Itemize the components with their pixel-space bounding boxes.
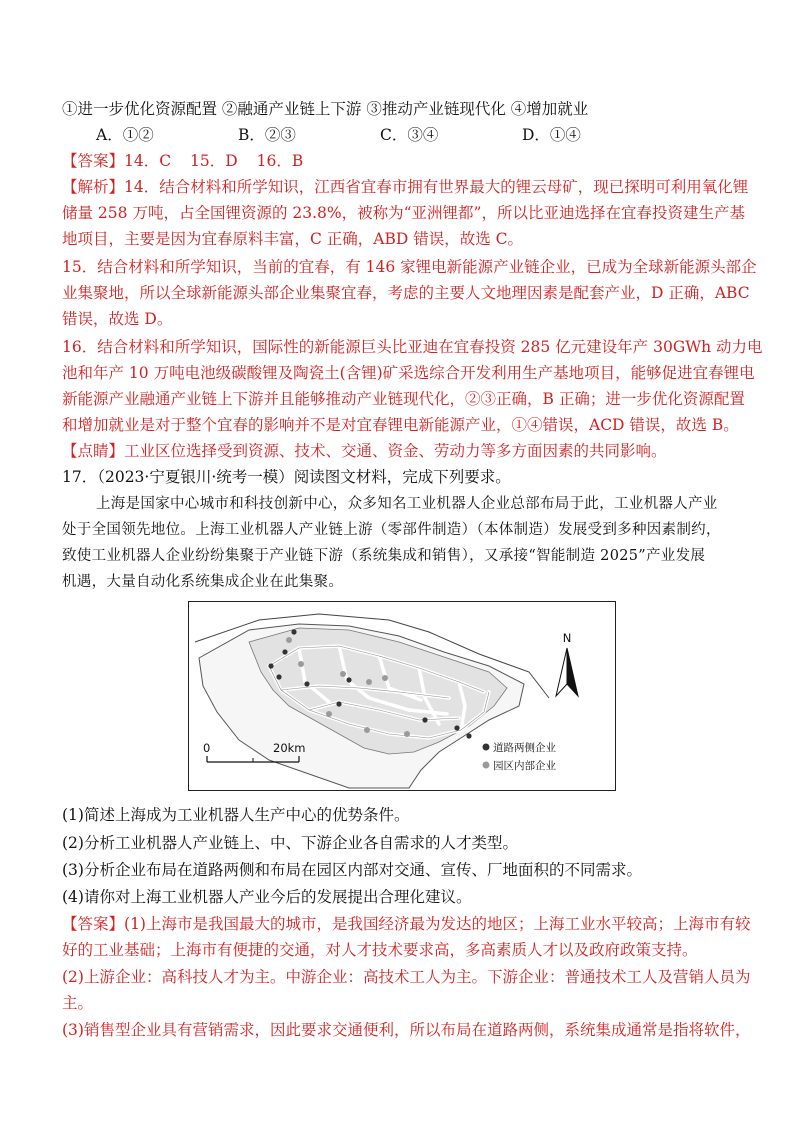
analysis-line-1 bbox=[62, 176, 749, 198]
analysis-tag: 【解析】 bbox=[62, 178, 125, 196]
answer-text: 14．C 15．D 16．B bbox=[124, 152, 304, 170]
choice-c: C．③④ bbox=[380, 126, 439, 144]
park-enterprise-dot bbox=[326, 711, 332, 717]
road-enterprise-dot bbox=[304, 681, 309, 686]
analysis-line-7: 16．结合材料和所学知识，国际性的新能源巨头比亚迪在宜春投资 285 亿元建设年产 30GWh 动力电 bbox=[62, 338, 763, 356]
road-enterprise-dot bbox=[291, 629, 296, 634]
analysis-line-6: 错误，故选 D。 bbox=[62, 310, 173, 328]
answer17-line-1 bbox=[62, 913, 751, 935]
park-enterprise-dot bbox=[366, 679, 372, 685]
park-enterprise-dot bbox=[382, 675, 388, 681]
question-options-line: ①进一步优化资源配置 ②融通产业链上下游 ③推动产业链现代化 ④增加就业 bbox=[62, 100, 589, 118]
road-enterprise-dot bbox=[466, 733, 471, 738]
north-label: N bbox=[562, 631, 572, 645]
map-figure bbox=[188, 601, 616, 791]
choice-a: A．①② bbox=[96, 126, 154, 144]
analysis-line-4: 15．结合材料和所学知识，当前的宜春，有 146 家锂电新能源产业链企业，已成为全球新能源头部企 bbox=[62, 258, 757, 276]
answer17-line-3: (2)上游企业：高科技人才为主。中游企业：高技术工人为主。下游企业：普通技术工人及营销人员为 bbox=[62, 968, 751, 986]
sub-question-1: (1)简述上海成为工业机器人生产中心的优势条件。 bbox=[62, 806, 410, 824]
passage-line-3: 致使工业机器人企业纷纷集聚于产业链下游（系统集成和销售），又承接“智能制造 2025”产业发展 bbox=[62, 548, 706, 564]
legend-park-enterprise: 园区内部企业 bbox=[493, 760, 556, 772]
park-enterprise-dot bbox=[364, 727, 370, 733]
map-svg bbox=[189, 602, 615, 790]
park-enterprise-dot bbox=[286, 637, 292, 643]
answer-tag: 【答案】 bbox=[62, 152, 125, 170]
north-arrow-icon bbox=[556, 648, 578, 696]
answer-line bbox=[62, 150, 742, 172]
sub-question-3: (3)分析企业布局在道路两侧和布局在园区内部对交通、宣传、厂地面积的不同需求。 bbox=[62, 861, 642, 879]
analysis-line-2: 储量 258 万吨，占全国锂资源的 23.8%，被称为“亚洲锂都”，所以比亚迪选择在宜春投资建生产基 bbox=[62, 204, 745, 222]
passage-line-1: 上海是国家中心城市和科技创新中心，众多知名工业机器人企业总部布局于此，工业机器人产业 bbox=[96, 496, 718, 512]
answer17-line-5: (3)销售型企业具有营销需求，因此要求交通便利，所以布局在道路两侧，系统集成通常是指将软件， bbox=[62, 1021, 751, 1039]
sub-question-2: (2)分析工业机器人产业链上、中、下游企业各自需求的人才类型。 bbox=[62, 834, 518, 852]
road-enterprise-dot bbox=[346, 677, 351, 682]
road-enterprise-dot bbox=[268, 663, 273, 668]
analysis-line-5: 业集聚地，所以全球新能源头部企业集聚宜春，考虑的主要人文地理因素是配套产业，D 正确，ABC bbox=[62, 284, 750, 302]
answer-choices bbox=[96, 124, 776, 146]
answer17-tag: 【答案】 bbox=[62, 915, 125, 933]
road-enterprise-dot bbox=[282, 649, 287, 654]
scale-end-label: 20km bbox=[273, 741, 306, 755]
park-enterprise-dot bbox=[298, 661, 304, 667]
passage-line-4: 机遇，大量自动化系统集成企业在此集聚。 bbox=[62, 574, 344, 590]
comment-tag: 【点睛】 bbox=[62, 442, 125, 460]
choice-d: D．①④ bbox=[522, 126, 581, 144]
legend-road-enterprise: 道路两侧企业 bbox=[493, 742, 556, 754]
answer17-line-4: 主。 bbox=[62, 994, 94, 1012]
road-enterprise-dot bbox=[422, 717, 427, 722]
analysis-line-8: 池和年产 10 万吨电池级碳酸锂及陶瓷土(含锂)矿采选综合开发利用生产基地项目，能够促进宜春锂电 bbox=[62, 364, 755, 382]
comment-text: 工业区位选择受到资源、技术、交通、资金、劳动力等多方面因素的共同影响。 bbox=[124, 442, 667, 460]
comment-line bbox=[62, 440, 742, 462]
answer17-text: (1)上海市是我国最大的城市，是我国经济最为发达的地区；上海工业水平较高；上海市有较 bbox=[124, 915, 751, 933]
choice-b: B．②③ bbox=[238, 126, 296, 144]
road-enterprise-dot bbox=[336, 701, 341, 706]
scale-start-label: 0 bbox=[203, 741, 211, 755]
answer17-line-2: 好的工业基础；上海市有便捷的交通，对人才技术要求高，多高素质人才以及政府政策支持。 bbox=[62, 941, 698, 959]
analysis-line-10: 和增加就业是对于整个宜春的影响并不是对宜春锂电新能源产业，①④错误，ACD 错误，故选 B。 bbox=[62, 416, 739, 434]
map-legend bbox=[483, 744, 490, 769]
road-enterprise-dot bbox=[276, 674, 281, 679]
analysis-line-9: 新能源产业融通产业链上下游并且能够推动产业链现代化，②③正确，B 正确；进一步优化资源配置 bbox=[62, 390, 745, 408]
passage-line-2: 处于全国领先地位。上海工业机器人产业链上游（零部件制造）（本体制造）发展受到多种因素制约， bbox=[62, 522, 721, 538]
analysis-text: 14．结合材料和所学知识，江西省宜春市拥有世界最大的锂云母矿，现已探明可利用氧化锂 bbox=[124, 178, 749, 196]
analysis-line-3: 地项目，主要是因为宜春原料丰富，C 正确，ABD 错误，故选 C。 bbox=[62, 230, 524, 248]
question-17-heading: 17．（2023·宁夏银川·统考一模）阅读图文材料，完成下列要求。 bbox=[62, 468, 511, 486]
sub-question-4: (4)请你对上海工业机器人产业今后的发展提出合理化建议。 bbox=[62, 888, 472, 906]
park-enterprise-dot bbox=[404, 731, 410, 737]
road-enterprise-dot bbox=[454, 725, 459, 730]
park-enterprise-dot bbox=[340, 671, 346, 677]
